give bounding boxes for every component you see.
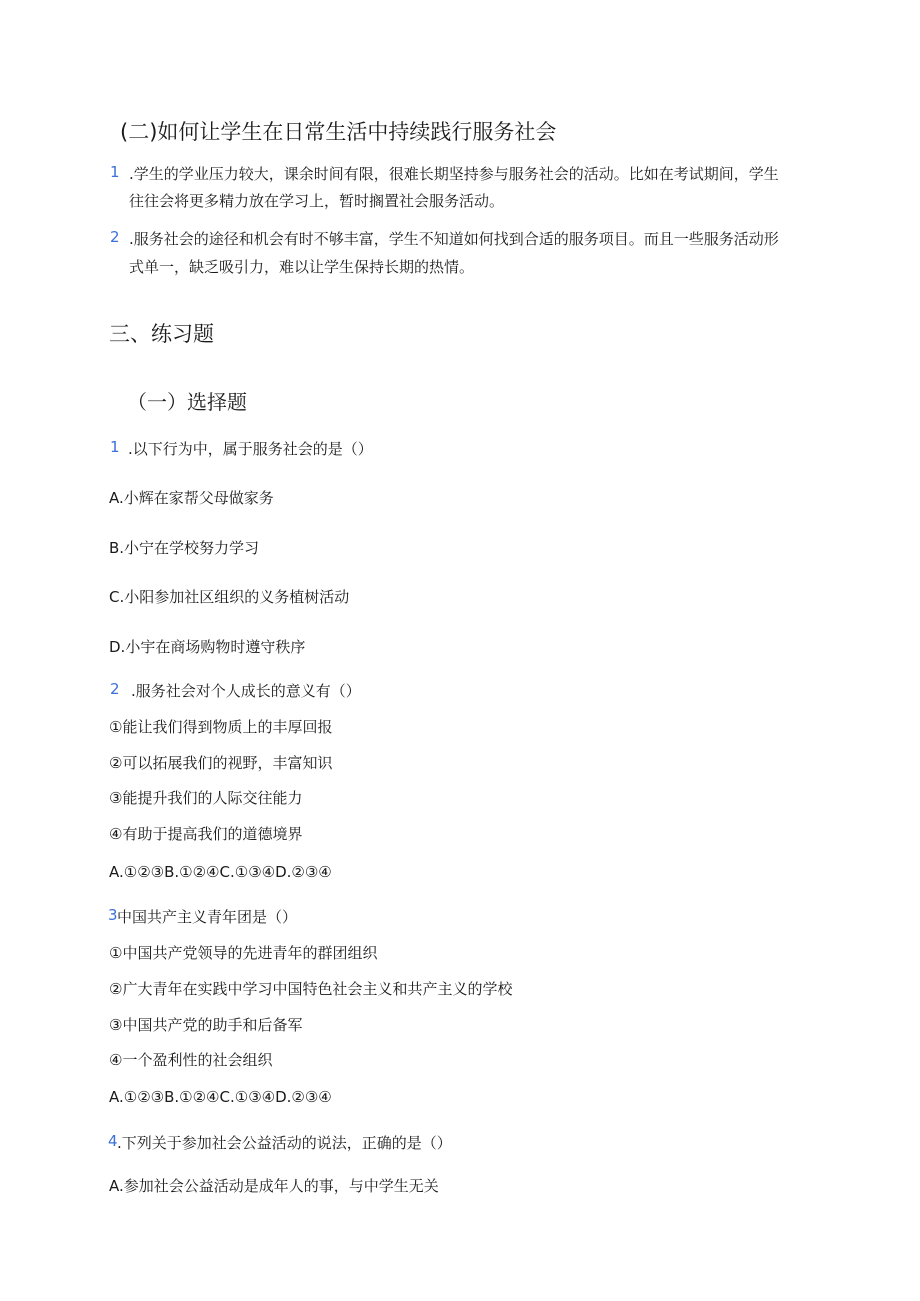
section-heading: 三、练习题 [109,322,214,346]
answer-options-line: A.①②③B.①②④C.①③④D.②③④ [109,1088,332,1106]
question-number: 1 [110,438,120,456]
list-number: 2 [110,228,120,246]
list-item-text: 式单一，缺乏吸引力，难以让学生保持长期的热情。 [129,258,475,276]
statement: ④有助于提高我们的道德境界 [109,825,303,843]
answer-option: A.小辉在家帮父母做家务 [109,489,274,507]
answer-option: D.小宇在商场购物时遵守秩序 [109,638,306,656]
list-number: 1 [110,163,120,181]
answer-option: A.参加社会公益活动是成年人的事，与中学生无关 [109,1177,439,1195]
question-number: 4 [108,1132,118,1150]
question-stem: 中国共产主义青年团是（） [117,908,298,926]
question-number: 2 [110,680,120,698]
statement: ①能让我们得到物质上的丰厚回报 [109,718,333,736]
section-heading: (二)如何让学生在日常生活中持续践行服务社会 [120,120,557,144]
question-number: 3 [108,906,118,924]
subsection-heading: （一）选择题 [127,390,247,414]
question-stem: .以下行为中，属于服务社会的是（） [128,440,373,458]
list-item-text: .服务社会的途径和机会有时不够丰富，学生不知道如何找到合适的服务项目。而且一些服务活动形 [129,230,779,248]
question-stem: .服务社会对个人成长的意义有（） [131,682,361,700]
answer-option: C.小阳参加社区组织的义务植树活动 [109,588,350,606]
statement: ②广大青年在实践中学习中国特色社会主义和共产主义的学校 [109,980,513,998]
answer-options-line: A.①②③B.①②④C.①③④D.②③④ [109,863,332,881]
statement: ①中国共产党领导的先进青年的群团组织 [109,944,378,962]
statement: ②可以拓展我们的视野，丰富知识 [109,754,333,772]
answer-option: B.小宁在学校努力学习 [109,539,260,557]
list-item-text: 往往会将更多精力放在学习上，暂时搁置社会服务活动。 [129,192,505,210]
list-item-text: .学生的学业压力较大，课余时间有限，很难长期坚持参与服务社会的活动。比如在考试期间，学生 [129,165,779,183]
question-stem: .下列关于参加社会公益活动的说法，正确的是（） [117,1134,452,1152]
statement: ③能提升我们的人际交往能力 [109,789,303,807]
statement: ③中国共产党的助手和后备军 [109,1016,303,1034]
statement: ④一个盈利性的社会组织 [109,1051,273,1069]
